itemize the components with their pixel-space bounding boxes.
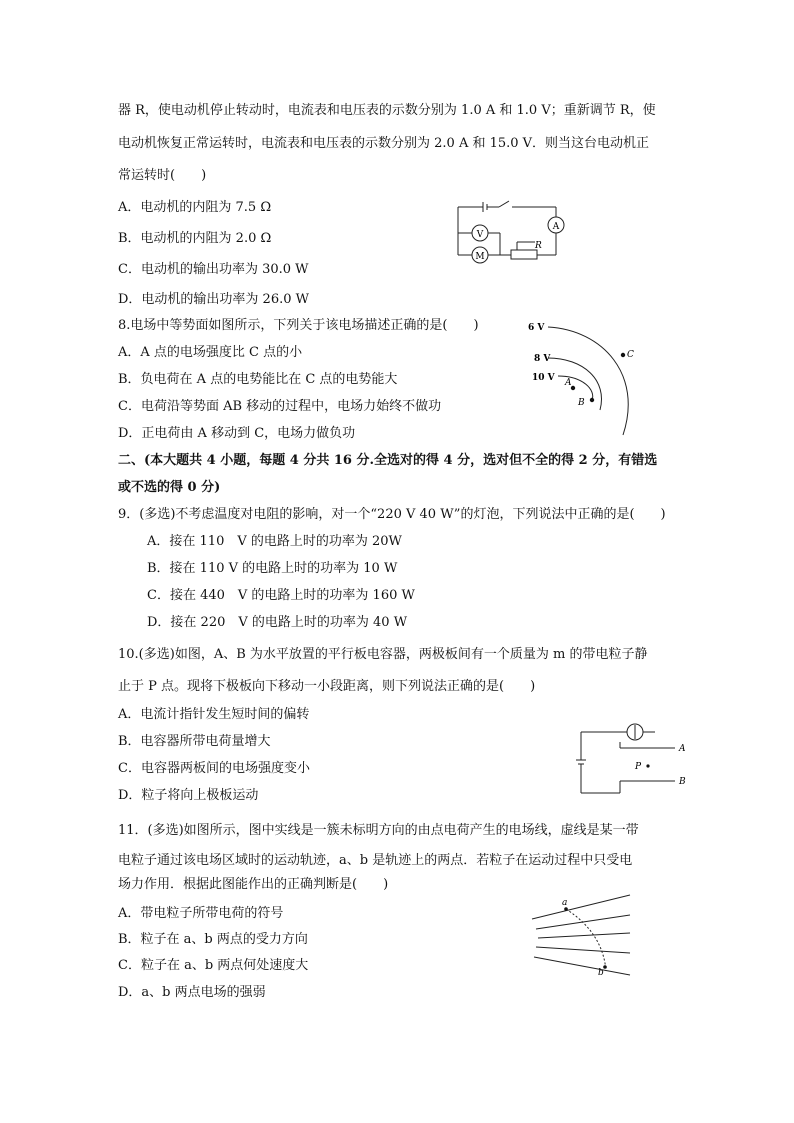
q11-stem-line-1: 11．(多选)如图所示，图中实线是一簇未标明方向的由点电荷产生的电场线，虚线是某一带: [118, 823, 639, 838]
q11-option-d: D．a、b 两点电场的强弱: [118, 985, 266, 1000]
motor-label: M: [475, 252, 485, 262]
q9-option-a: A．接在 110 V 的电路上时的功率为 20W: [147, 534, 402, 549]
q8-stem: 8.电场中等势面如图所示，下列关于该电场描述正确的是( ): [118, 318, 479, 333]
q8-option-a: A．A 点的电场强度比 C 点的小: [118, 345, 303, 360]
rheostat-label: R: [535, 241, 542, 251]
label-10v: 10 V: [532, 373, 555, 383]
q10-option-a: A．电流计指针发生短时间的偏转: [118, 707, 310, 722]
label-b: B: [578, 398, 585, 408]
voltmeter-label: V: [476, 230, 484, 240]
q8-option-c: C．电荷沿等势面 AB 移动的过程中，电场力始终不做功: [118, 399, 442, 414]
q7-stem-line-1: 器 R，使电动机停止转动时，电流表和电压表的示数分别为 1.0 A 和 1.0 V；重新调节 R，使: [118, 103, 656, 118]
q7-option-a: A．电动机的内阻为 7.5 Ω: [118, 200, 272, 215]
label-8v: 8 V: [534, 354, 551, 364]
q7-option-c: C．电动机的输出功率为 30.0 W: [118, 262, 309, 277]
point-b: [590, 398, 594, 402]
plate-b-label: B: [679, 777, 686, 787]
q8-option-d: D．正电荷由 A 移动到 C，电场力做负功: [118, 426, 356, 441]
q7-option-b: B．电动机的内阻为 2.0 Ω: [118, 231, 272, 246]
q10-option-c: C．电容器两板间的电场强度变小: [118, 761, 310, 776]
point-c: [621, 353, 625, 357]
q10-stem-line-1: 10.(多选)如图，A、B 为水平放置的平行板电容器，两极板间有一个质量为 m 的带电粒子静: [118, 647, 648, 662]
point-p: [646, 764, 649, 767]
label-6v: 6 V: [528, 323, 545, 333]
q11-stem-line-2: 电粒子通过该电场区域时的运动轨迹，a、b 是轨迹上的两点．若粒子在运动过程中只受电: [118, 853, 633, 868]
q9-option-d: D．接在 220 V 的电路上时的功率为 40 W: [147, 615, 408, 630]
q10-stem-line-2: 止于 P 点。现将下极板向下移动一小段距离，则下列说法正确的是( ): [118, 679, 536, 694]
ammeter-label: A: [552, 222, 560, 232]
point-p-label: P: [635, 762, 642, 772]
q8-option-b: B．负电荷在 A 点的电势能比在 C 点的电势能大: [118, 372, 398, 387]
q7-stem-line-3: 常运转时( ): [118, 168, 207, 183]
q10-option-b: B．电容器所带电荷量增大: [118, 734, 271, 749]
point-b-label: b: [598, 968, 604, 978]
q7-circuit-diagram: [455, 195, 575, 265]
q9-stem: 9．(多选)不考虑温度对电阻的影响，对一个“220 V 40 W”的灯泡，下列说法中正确的是( ): [118, 507, 666, 522]
q10-option-d: D．粒子将向上极板运动: [118, 788, 259, 803]
q9-option-c: C．接在 440 V 的电路上时的功率为 160 W: [147, 588, 415, 603]
section2-heading-line-1: 二、(本大题共 4 小题，每题 4 分共 16 分.全选对的得 4 分，选对但不全的得 2 分，有错选: [118, 453, 658, 468]
q7-option-d: D．电动机的输出功率为 26.0 W: [118, 292, 309, 307]
q8-equipotential-diagram: [528, 320, 658, 440]
q11-stem-line-3: 场力作用．根据此图能作出的正确判断是( ): [118, 877, 389, 892]
plate-a-label: A: [679, 744, 686, 754]
q11-option-a: A．带电粒子所带电荷的符号: [118, 906, 284, 921]
q11-field-lines-diagram: [528, 893, 638, 978]
point-a-label: a: [562, 898, 568, 908]
q9-option-b: B．接在 110 V 的电路上时的功率为 10 W: [147, 561, 398, 576]
q11-option-b: B．粒子在 a、b 两点的受力方向: [118, 932, 308, 947]
q7-stem-line-2: 电动机恢复正常运转时，电流表和电压表的示数分别为 2.0 A 和 15.0 V．则当这台电动机正: [118, 136, 650, 151]
q11-option-c: C．粒子在 a、b 两点何处速度大: [118, 958, 309, 973]
label-a: A: [565, 378, 572, 388]
section2-heading-line-2: 或不选的得 0 分): [118, 480, 221, 495]
q10-capacitor-diagram: [575, 718, 685, 798]
label-c: C: [627, 350, 634, 360]
